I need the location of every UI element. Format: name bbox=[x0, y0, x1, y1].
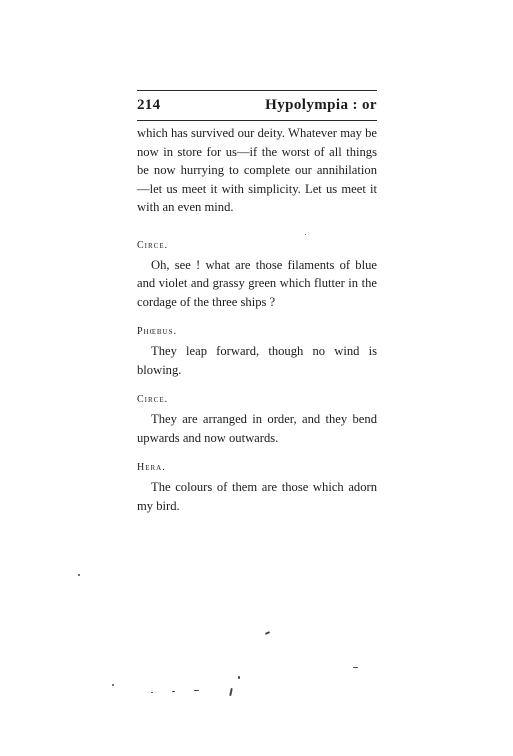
speech-paragraph: The colours of them are those which adorn my bird. bbox=[137, 480, 377, 513]
page-text bbox=[137, 124, 377, 515]
speaker-label: Circe. bbox=[137, 394, 169, 405]
page-number: 214 bbox=[137, 97, 161, 113]
header-rule-top bbox=[137, 90, 377, 91]
speech-paragraph: Oh, see ! what are those filaments of blue and violet and grassy green which flutter in the cordage of the three ships ? bbox=[137, 257, 377, 309]
speech-paragraph: They leap forward, though no wind is blowing. bbox=[137, 344, 377, 377]
continuation-paragraph: which has survived our deity. Whatever may be now in store for us—if the worst of all things be now hurrying to complete our annihilation—let us meet it with simplicity. Let us meet it with an even mind. bbox=[137, 126, 377, 214]
running-title: Hypolympia : or bbox=[265, 97, 377, 113]
scan-speck bbox=[265, 631, 270, 635]
scan-speck bbox=[78, 574, 80, 576]
scan-speck bbox=[353, 667, 358, 668]
running-head bbox=[137, 94, 377, 116]
scan-speck bbox=[151, 692, 153, 693]
scan-speck bbox=[229, 688, 233, 696]
speaker-label: Hera. bbox=[137, 462, 166, 473]
scan-speck bbox=[194, 690, 199, 691]
scan-speck bbox=[305, 234, 306, 235]
speech-paragraph: They are arranged in order, and they bend upwards and now outwards. bbox=[137, 412, 377, 445]
header-rule-bottom bbox=[137, 120, 377, 121]
speaker-label: Phœbus. bbox=[137, 326, 177, 337]
scan-speck bbox=[172, 691, 175, 692]
scan-speck bbox=[238, 676, 240, 679]
scan-speck bbox=[112, 684, 114, 686]
speaker-label: Circe. bbox=[137, 239, 169, 251]
